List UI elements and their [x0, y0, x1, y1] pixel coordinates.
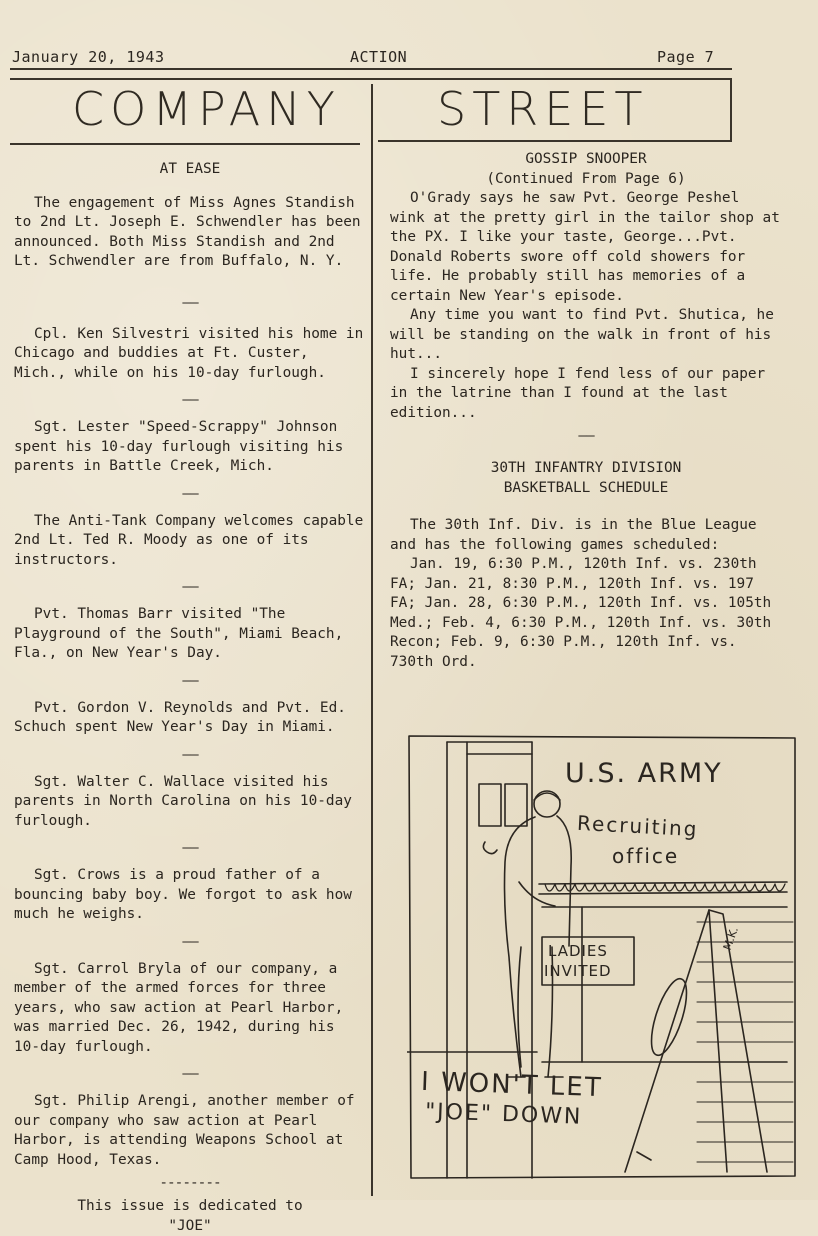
- schedule-heading-2: BASKETBALL SCHEDULE: [390, 479, 782, 499]
- news-item: Cpl. Ken Silvestri visited his home in Chicago and buddies at Ft. Custer, Mich., while on his 10-day furlough.: [14, 325, 366, 384]
- sign-office: office: [612, 844, 679, 868]
- schedule-intro: The 30th Inf. Div. is in the Blue League and has the following games scheduled:: [390, 516, 782, 555]
- banner-title-right: STREET: [437, 82, 649, 136]
- sign-recruiting: Recruiting: [576, 811, 699, 841]
- separator: ——: [14, 839, 366, 858]
- separator: ——: [14, 672, 366, 691]
- news-item: Sgt. Lester "Speed-Scrappy" Johnson spent his 10-day furlough visiting his parents in Battle Creek, Mich.: [14, 418, 366, 477]
- banner-bottom-rule-left: [10, 143, 360, 145]
- caption-line-1: I WON'T LET: [421, 1067, 604, 1103]
- news-item: Pvt. Thomas Barr visited "The Playground of the South", Miami Beach, Fla., on New Year's Day.: [14, 605, 366, 664]
- sign-us-army: U.S. ARMY: [565, 758, 723, 789]
- banner-right-edge: [730, 78, 732, 142]
- dedication-name: "JOE": [14, 1217, 366, 1236]
- door-sign-ladies: LADIES: [548, 942, 608, 960]
- banner-top-rule: [10, 78, 732, 80]
- separator: ——: [14, 578, 366, 597]
- header-rule: [10, 68, 732, 70]
- column-divider: [371, 84, 373, 1196]
- separator: ——: [14, 1065, 366, 1084]
- news-item: Sgt. Walter C. Wallace visited his parents in North Carolina on his 10-day furlough.: [14, 773, 366, 832]
- news-item: The engagement of Miss Agnes Standish to 2nd Lt. Joseph E. Schwendler has been announced. Both Miss Standish and 2nd Lt. Schwendler are from Buffalo, N. Y.: [14, 194, 366, 272]
- door-sign-invited: INVITED: [544, 962, 612, 980]
- separator: ——: [14, 294, 366, 313]
- gossip-paragraph: Any time you want to find Pvt. Shutica, he will be standing on the walk in front of his hut...: [390, 306, 782, 365]
- page-number: Page 7: [657, 48, 714, 66]
- news-item: The Anti-Tank Company welcomes capable 2nd Lt. Ted R. Moody as one of its instructors.: [14, 512, 366, 571]
- banner-title-left: COMPANY: [72, 82, 341, 136]
- banner-bottom-rule-right: [378, 140, 730, 142]
- news-item: Pvt. Gordon V. Reynolds and Pvt. Ed. Schuch spent New Year's Day in Miami.: [14, 699, 366, 738]
- separator: ——: [14, 746, 366, 765]
- news-item: Sgt. Crows is a proud father of a bouncing baby boy. We forgot to ask how much he weighs.: [14, 866, 366, 925]
- separator: ——: [14, 485, 366, 504]
- news-item: Sgt. Carrol Bryla of our company, a member of the armed forces for three years, who saw action at Pearl Harbor, was married Dec. 26, 1942, during his 10-day furlough.: [14, 960, 366, 1058]
- right-column: [390, 150, 782, 672]
- dedication-line: This issue is dedicated to: [14, 1197, 366, 1217]
- gossip-heading: GOSSIP SNOOPER: [390, 150, 782, 170]
- gossip-subheading: (Continued From Page 6): [390, 170, 782, 190]
- left-column: [14, 160, 366, 1236]
- recruiting-cartoon: [407, 732, 799, 1180]
- separator: --------: [14, 1174, 366, 1193]
- section-heading: AT EASE: [14, 160, 366, 180]
- issue-date: January 20, 1943: [12, 48, 165, 66]
- gossip-paragraph: I sincerely hope I fend less of our paper in the latrine than I found at the last edition...: [390, 365, 782, 424]
- paper-name: ACTION: [350, 48, 407, 66]
- caption-line-2: "JOE" DOWN: [425, 1099, 583, 1129]
- news-item: Sgt. Philip Arengi, another member of our company who saw action at Pearl Harbor, is attending Weapons School at Camp Hood, Texas.: [14, 1092, 366, 1170]
- board-initials: M.K.: [721, 925, 741, 952]
- schedule-heading-1: 30TH INFANTRY DIVISION: [390, 459, 782, 479]
- separator: ——: [390, 427, 782, 441]
- schedule-body: Jan. 19, 6:30 P.M., 120th Inf. vs. 230th FA; Jan. 21, 8:30 P.M., 120th Inf. vs. 197 FA; Jan. 28, 6:30 P.M., 120th Inf. vs. 105th Med.; Feb. 4, 6:30 P.M., 120th Inf. vs. 30th Recon; Feb. 9, 6:30 P.M., 120th Inf. vs. 730th Ord.: [390, 555, 782, 672]
- gossip-paragraph: O'Grady says he saw Pvt. George Peshel wink at the pretty girl in the tailor shop at the PX. I like your taste, George...Pvt. Donald Roberts swore off cold showers for life. He probably still has memories of a certain New Year's episode.: [390, 189, 782, 306]
- separator: ——: [14, 391, 366, 410]
- separator: ——: [14, 933, 366, 952]
